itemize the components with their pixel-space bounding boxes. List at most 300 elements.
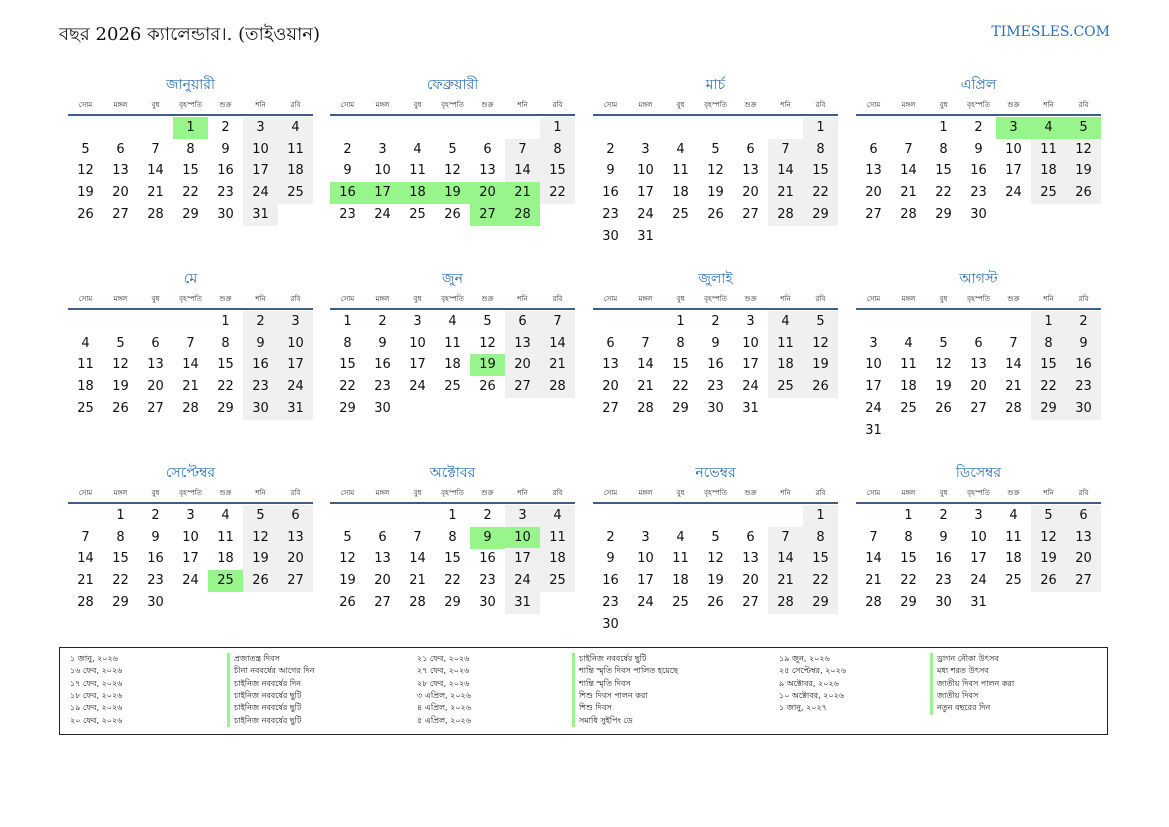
day-cell[interactable]: 7 [151,141,160,157]
day-cell[interactable]: 20 [602,379,619,395]
day-cell[interactable]: 22 [444,573,461,589]
day-cell[interactable]: 13 [479,163,496,179]
day-cell[interactable]: 20 [970,379,987,395]
day-cell[interactable]: 26 [935,400,952,416]
day-cell[interactable]: 1 [343,314,352,329]
day-cell[interactable]: 10 [374,163,391,179]
day-cell[interactable]: 14 [505,160,540,182]
day-cell[interactable]: 4 [221,508,230,523]
day-cell[interactable]: 12 [1066,139,1101,161]
day-cell[interactable]: 10 [505,527,540,549]
day-cell[interactable]: 22 [540,182,575,204]
day-cell[interactable]: 26 [1031,570,1066,592]
day-cell[interactable]: 31 [742,400,759,416]
day-cell[interactable]: 20 [505,354,540,376]
day-cell[interactable]: 8 [939,141,948,157]
day-cell[interactable]: 28 [768,592,803,614]
day-cell[interactable]: 31 [865,422,882,438]
day-cell[interactable]: 26 [339,594,356,610]
day-cell[interactable]: 6 [505,311,540,333]
day-cell[interactable]: 2 [1066,311,1101,333]
day-cell[interactable]: 1 [803,117,838,139]
day-cell[interactable]: 28 [147,206,164,222]
day-cell[interactable]: 5 [803,311,838,333]
day-cell[interactable]: 15 [540,160,575,182]
day-cell[interactable]: 3 [505,505,540,527]
day-cell[interactable]: 20 [147,379,164,395]
day-cell[interactable]: 15 [112,551,129,567]
day-cell[interactable]: 4 [413,141,422,157]
day-cell[interactable]: 1 [173,117,208,139]
day-cell[interactable]: 23 [147,573,164,589]
day-cell[interactable]: 11 [540,527,575,549]
day-cell[interactable]: 12 [707,163,724,179]
day-cell[interactable]: 16 [602,573,619,589]
day-cell[interactable]: 22 [182,185,199,201]
day-cell[interactable]: 18 [217,551,234,567]
day-cell[interactable]: 11 [672,551,689,567]
day-cell[interactable]: 18 [768,354,803,376]
day-cell[interactable]: 18 [77,379,94,395]
day-cell[interactable]: 11 [672,163,689,179]
day-cell[interactable]: 8 [186,141,195,157]
day-cell[interactable]: 21 [637,379,654,395]
day-cell[interactable]: 12 [243,527,278,549]
day-cell[interactable]: 29 [217,400,234,416]
day-cell[interactable]: 9 [243,333,278,355]
day-cell[interactable]: 7 [641,335,650,351]
day-cell[interactable]: 29 [803,204,838,226]
day-cell[interactable]: 4 [1009,508,1018,523]
day-cell[interactable]: 18 [400,182,435,204]
day-cell[interactable]: 21 [182,379,199,395]
day-cell[interactable]: 16 [1066,354,1101,376]
day-cell[interactable]: 15 [672,357,689,373]
day-cell[interactable]: 18 [444,357,461,373]
day-cell[interactable]: 28 [768,204,803,226]
day-cell[interactable]: 7 [413,529,422,545]
day-cell[interactable]: 22 [803,570,838,592]
day-cell[interactable]: 6 [151,335,160,351]
day-cell[interactable]: 20 [374,573,391,589]
day-cell[interactable]: 14 [1005,357,1022,373]
day-cell[interactable]: 16 [374,357,391,373]
day-cell[interactable]: 11 [444,335,461,351]
day-cell[interactable]: 24 [637,206,654,222]
day-cell[interactable]: 25 [409,206,426,222]
day-cell[interactable]: 23 [479,573,496,589]
day-cell[interactable]: 25 [672,206,689,222]
day-cell[interactable]: 3 [996,117,1031,139]
day-cell[interactable]: 27 [374,594,391,610]
day-cell[interactable]: 21 [900,185,917,201]
day-cell[interactable]: 19 [435,182,470,204]
day-cell[interactable]: 13 [970,357,987,373]
day-cell[interactable]: 25 [540,570,575,592]
day-cell[interactable]: 17 [278,354,313,376]
day-cell[interactable]: 17 [970,551,987,567]
day-cell[interactable]: 27 [742,594,759,610]
day-cell[interactable]: 6 [1066,505,1101,527]
day-cell[interactable]: 22 [803,182,838,204]
day-cell[interactable]: 22 [935,185,952,201]
day-cell[interactable]: 24 [637,594,654,610]
day-cell[interactable]: 4 [278,117,313,139]
day-cell[interactable]: 1 [1031,311,1066,333]
day-cell[interactable]: 29 [339,400,356,416]
day-cell[interactable]: 28 [865,594,882,610]
day-cell[interactable]: 23 [970,185,987,201]
day-cell[interactable]: 18 [278,160,313,182]
day-cell[interactable]: 11 [217,529,234,545]
day-cell[interactable]: 15 [803,160,838,182]
day-cell[interactable]: 6 [746,529,755,545]
day-cell[interactable]: 3 [186,508,195,523]
day-cell[interactable]: 9 [470,527,505,549]
day-cell[interactable]: 15 [900,551,917,567]
day-cell[interactable]: 2 [343,141,352,157]
day-cell[interactable]: 12 [444,163,461,179]
day-cell[interactable]: 4 [1031,117,1066,139]
day-cell[interactable]: 2 [243,311,278,333]
day-cell[interactable]: 26 [112,400,129,416]
day-cell[interactable]: 6 [378,529,387,545]
day-cell[interactable]: 25 [444,379,461,395]
day-cell[interactable]: 7 [505,139,540,161]
day-cell[interactable]: 5 [711,529,720,545]
day-cell[interactable]: 8 [448,529,457,545]
day-cell[interactable]: 1 [448,508,457,523]
day-cell[interactable]: 9 [974,141,983,157]
day-cell[interactable]: 11 [278,139,313,161]
day-cell[interactable]: 22 [672,379,689,395]
day-cell[interactable]: 24 [409,379,426,395]
day-cell[interactable]: 25 [278,182,313,204]
day-cell[interactable]: 28 [637,400,654,416]
day-cell[interactable]: 5 [116,335,125,351]
day-cell[interactable]: 17 [865,379,882,395]
day-cell[interactable]: 23 [243,376,278,398]
day-cell[interactable]: 30 [602,616,619,632]
day-cell[interactable]: 4 [448,314,457,329]
day-cell[interactable]: 2 [939,508,948,523]
day-cell[interactable]: 10 [243,139,278,161]
day-cell[interactable]: 30 [602,228,619,244]
day-cell[interactable]: 17 [409,357,426,373]
day-cell[interactable]: 14 [147,163,164,179]
day-cell[interactable]: 13 [278,527,313,549]
day-cell[interactable]: 14 [900,163,917,179]
day-cell[interactable]: 8 [343,335,352,351]
day-cell[interactable]: 7 [869,529,878,545]
day-cell[interactable]: 26 [479,379,496,395]
day-cell[interactable]: 2 [151,508,160,523]
day-cell[interactable]: 18 [672,573,689,589]
day-cell[interactable]: 24 [505,570,540,592]
day-cell[interactable]: 13 [1066,527,1101,549]
day-cell[interactable]: 12 [1031,527,1066,549]
day-cell[interactable]: 3 [869,335,878,351]
day-cell[interactable]: 1 [540,117,575,139]
day-cell[interactable]: 9 [221,141,230,157]
day-cell[interactable]: 10 [742,335,759,351]
day-cell[interactable]: 12 [935,357,952,373]
day-cell[interactable]: 29 [900,594,917,610]
day-cell[interactable]: 12 [479,335,496,351]
day-cell[interactable]: 1 [904,508,913,523]
day-cell[interactable]: 5 [939,335,948,351]
day-cell[interactable]: 27 [278,570,313,592]
day-cell[interactable]: 20 [470,182,505,204]
day-cell[interactable]: 8 [904,529,913,545]
day-cell[interactable]: 13 [865,163,882,179]
day-cell[interactable]: 24 [1005,185,1022,201]
day-cell[interactable]: 21 [505,182,540,204]
day-cell[interactable]: 28 [409,594,426,610]
day-cell[interactable]: 31 [278,398,313,420]
day-cell[interactable]: 9 [151,529,160,545]
day-cell[interactable]: 24 [374,206,391,222]
day-cell[interactable]: 25 [672,594,689,610]
day-cell[interactable]: 12 [339,551,356,567]
day-cell[interactable]: 21 [409,573,426,589]
day-cell[interactable]: 14 [540,333,575,355]
day-cell[interactable]: 30 [217,206,234,222]
day-cell[interactable]: 28 [900,206,917,222]
day-cell[interactable]: 10 [637,163,654,179]
day-cell[interactable]: 26 [707,594,724,610]
day-cell[interactable]: 7 [768,139,803,161]
day-cell[interactable]: 27 [865,206,882,222]
day-cell[interactable]: 10 [970,529,987,545]
day-cell[interactable]: 19 [935,379,952,395]
day-cell[interactable]: 11 [1005,529,1022,545]
day-cell[interactable]: 7 [1009,335,1018,351]
day-cell[interactable]: 14 [77,551,94,567]
day-cell[interactable]: 30 [970,206,987,222]
day-cell[interactable]: 14 [409,551,426,567]
day-cell[interactable]: 16 [243,354,278,376]
day-cell[interactable]: 23 [1066,376,1101,398]
day-cell[interactable]: 29 [112,594,129,610]
day-cell[interactable]: 10 [278,333,313,355]
day-cell[interactable]: 26 [707,206,724,222]
day-cell[interactable]: 3 [243,117,278,139]
day-cell[interactable]: 13 [374,551,391,567]
day-cell[interactable]: 13 [742,551,759,567]
day-cell[interactable]: 24 [243,182,278,204]
day-cell[interactable]: 5 [711,141,720,157]
day-cell[interactable]: 30 [243,398,278,420]
day-cell[interactable]: 19 [339,573,356,589]
day-cell[interactable]: 12 [77,163,94,179]
day-cell[interactable]: 23 [602,594,619,610]
day-cell[interactable]: 19 [470,354,505,376]
day-cell[interactable]: 9 [378,335,387,351]
day-cell[interactable]: 6 [116,141,125,157]
day-cell[interactable]: 8 [676,335,685,351]
day-cell[interactable]: 17 [365,182,400,204]
site-link[interactable]: TIMESLES.COM [991,24,1110,40]
day-cell[interactable]: 20 [742,573,759,589]
day-cell[interactable]: 1 [221,314,230,329]
day-cell[interactable]: 4 [540,505,575,527]
day-cell[interactable]: 10 [409,335,426,351]
day-cell[interactable]: 27 [112,206,129,222]
day-cell[interactable]: 27 [1066,570,1101,592]
day-cell[interactable]: 19 [77,185,94,201]
day-cell[interactable]: 3 [278,311,313,333]
day-cell[interactable]: 5 [483,314,492,329]
day-cell[interactable]: 21 [768,570,803,592]
day-cell[interactable]: 22 [339,379,356,395]
day-cell[interactable]: 31 [505,592,540,614]
day-cell[interactable]: 23 [374,379,391,395]
day-cell[interactable]: 15 [182,163,199,179]
day-cell[interactable]: 5 [1066,117,1101,139]
day-cell[interactable]: 23 [935,573,952,589]
day-cell[interactable]: 15 [217,357,234,373]
day-cell[interactable]: 5 [448,141,457,157]
day-cell[interactable]: 29 [444,594,461,610]
day-cell[interactable]: 17 [637,185,654,201]
day-cell[interactable]: 27 [470,204,505,226]
day-cell[interactable]: 22 [1031,376,1066,398]
day-cell[interactable]: 4 [768,311,803,333]
day-cell[interactable]: 25 [900,400,917,416]
day-cell[interactable]: 21 [147,185,164,201]
day-cell[interactable]: 26 [803,376,838,398]
day-cell[interactable]: 17 [742,357,759,373]
day-cell[interactable]: 17 [1005,163,1022,179]
day-cell[interactable]: 14 [768,548,803,570]
day-cell[interactable]: 18 [540,548,575,570]
day-cell[interactable]: 30 [935,594,952,610]
day-cell[interactable]: 9 [343,163,352,179]
day-cell[interactable]: 18 [900,379,917,395]
day-cell[interactable]: 9 [1066,333,1101,355]
day-cell[interactable]: 28 [182,400,199,416]
day-cell[interactable]: 27 [970,400,987,416]
day-cell[interactable]: 16 [707,357,724,373]
day-cell[interactable]: 6 [483,141,492,157]
day-cell[interactable]: 8 [221,335,230,351]
day-cell[interactable]: 3 [641,529,650,545]
day-cell[interactable]: 6 [606,335,615,351]
day-cell[interactable]: 19 [1031,548,1066,570]
day-cell[interactable]: 9 [606,163,615,179]
day-cell[interactable]: 10 [637,551,654,567]
day-cell[interactable]: 4 [81,335,90,351]
day-cell[interactable]: 14 [182,357,199,373]
day-cell[interactable]: 20 [865,185,882,201]
day-cell[interactable]: 6 [974,335,983,351]
day-cell[interactable]: 1 [116,508,125,523]
day-cell[interactable]: 18 [1005,551,1022,567]
day-cell[interactable]: 2 [606,529,615,545]
day-cell[interactable]: 17 [637,573,654,589]
day-cell[interactable]: 16 [970,163,987,179]
day-cell[interactable]: 8 [116,529,125,545]
day-cell[interactable]: 29 [803,592,838,614]
day-cell[interactable]: 16 [217,163,234,179]
day-cell[interactable]: 29 [1031,398,1066,420]
day-cell[interactable]: 17 [182,551,199,567]
day-cell[interactable]: 3 [746,314,755,329]
day-cell[interactable]: 19 [112,379,129,395]
day-cell[interactable]: 21 [768,182,803,204]
day-cell[interactable]: 28 [1005,400,1022,416]
day-cell[interactable]: 13 [602,357,619,373]
day-cell[interactable]: 31 [637,228,654,244]
day-cell[interactable]: 2 [711,314,720,329]
day-cell[interactable]: 8 [803,139,838,161]
day-cell[interactable]: 29 [182,206,199,222]
day-cell[interactable]: 13 [147,357,164,373]
day-cell[interactable]: 19 [707,185,724,201]
day-cell[interactable]: 15 [935,163,952,179]
day-cell[interactable]: 5 [243,505,278,527]
day-cell[interactable]: 20 [1066,548,1101,570]
day-cell[interactable]: 21 [77,573,94,589]
day-cell[interactable]: 2 [974,120,983,135]
day-cell[interactable]: 1 [676,314,685,329]
day-cell[interactable]: 29 [935,206,952,222]
day-cell[interactable]: 15 [1031,354,1066,376]
day-cell[interactable]: 8 [540,139,575,161]
day-cell[interactable]: 25 [1031,182,1066,204]
day-cell[interactable]: 26 [1066,182,1101,204]
day-cell[interactable]: 12 [707,551,724,567]
day-cell[interactable]: 1 [803,505,838,527]
day-cell[interactable]: 11 [768,333,803,355]
day-cell[interactable]: 18 [672,185,689,201]
day-cell[interactable]: 11 [77,357,94,373]
day-cell[interactable]: 16 [147,551,164,567]
day-cell[interactable]: 28 [77,594,94,610]
day-cell[interactable]: 6 [869,141,878,157]
day-cell[interactable]: 31 [243,204,278,226]
day-cell[interactable]: 25 [1005,573,1022,589]
day-cell[interactable]: 14 [637,357,654,373]
day-cell[interactable]: 19 [803,354,838,376]
day-cell[interactable]: 6 [746,141,755,157]
day-cell[interactable]: 27 [742,206,759,222]
day-cell[interactable]: 20 [112,185,129,201]
day-cell[interactable]: 30 [374,400,391,416]
day-cell[interactable]: 24 [865,400,882,416]
day-cell[interactable]: 3 [641,141,650,157]
day-cell[interactable]: 7 [904,141,913,157]
day-cell[interactable]: 3 [974,508,983,523]
day-cell[interactable]: 10 [1005,141,1022,157]
day-cell[interactable]: 11 [900,357,917,373]
day-cell[interactable]: 26 [243,570,278,592]
day-cell[interactable]: 27 [602,400,619,416]
day-cell[interactable]: 30 [479,594,496,610]
day-cell[interactable]: 27 [147,400,164,416]
day-cell[interactable]: 2 [221,120,230,135]
day-cell[interactable]: 23 [707,379,724,395]
day-cell[interactable]: 31 [970,594,987,610]
day-cell[interactable]: 14 [865,551,882,567]
day-cell[interactable]: 8 [803,527,838,549]
day-cell[interactable]: 2 [483,508,492,523]
day-cell[interactable]: 25 [77,400,94,416]
day-cell[interactable]: 28 [540,376,575,398]
day-cell[interactable]: 24 [182,573,199,589]
day-cell[interactable]: 16 [479,551,496,567]
